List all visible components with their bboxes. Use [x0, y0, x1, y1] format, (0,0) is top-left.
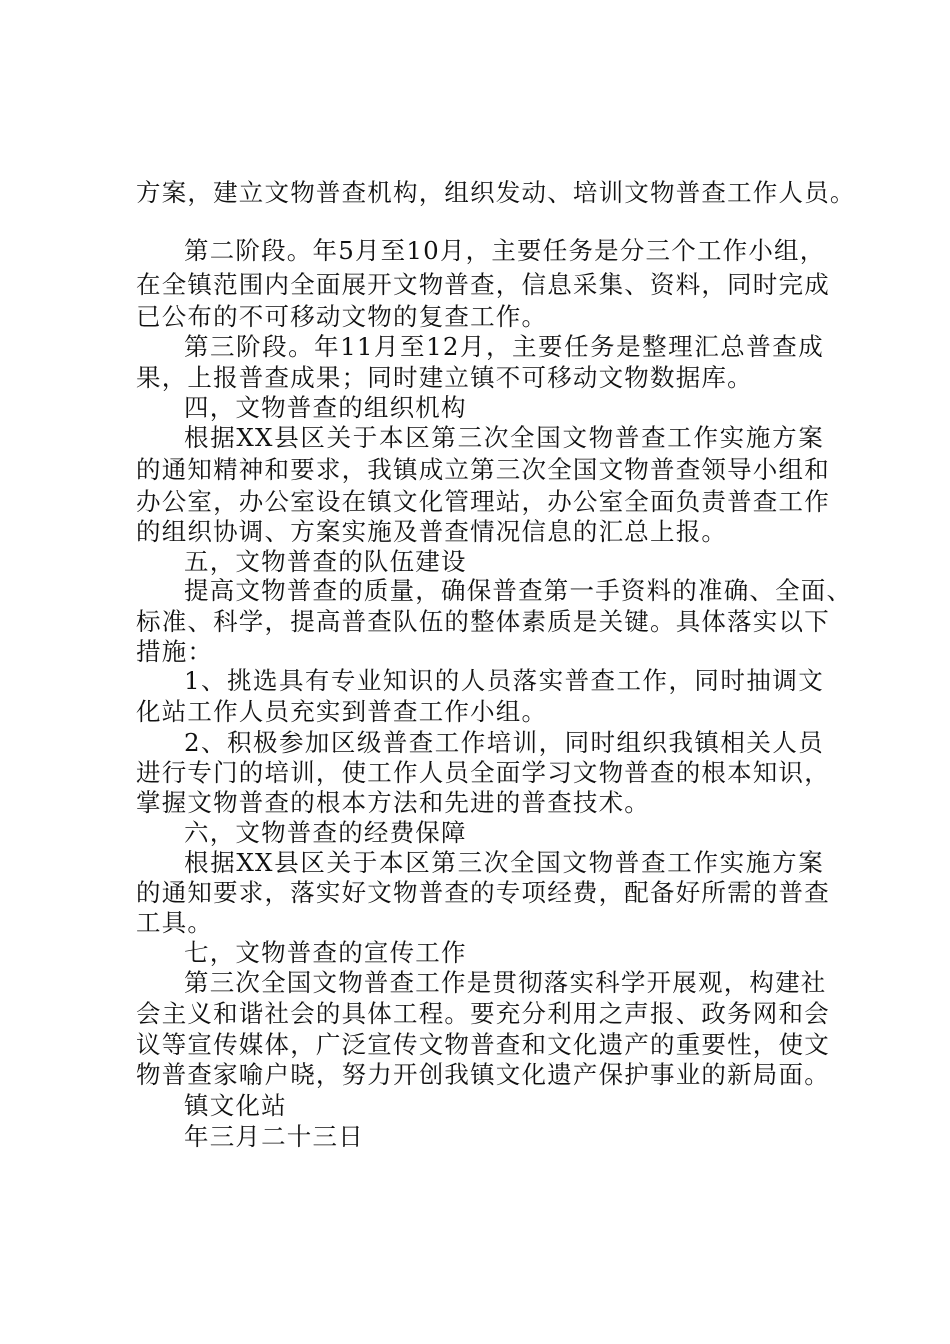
- text-line: 的组织协调、方案实施及普查情况信息的汇总上报。: [136, 517, 728, 546]
- text-line: 掌握文物普查的根本方法和先进的普查技术。: [136, 788, 650, 817]
- text-line: 化站工作人员充实到普查工作小组。: [136, 697, 548, 726]
- text-line: 会主义和谐社会的具体工程。要充分利用之声报、政务网和会: [136, 999, 830, 1028]
- text-line: 根据XX县区关于本区第三次全国文物普查工作实施方案: [184, 848, 824, 877]
- text-line: 的通知精神和要求，我镇成立第三次全国文物普查领导小组和: [136, 455, 830, 484]
- section-heading: 五，文物普查的队伍建设: [184, 547, 467, 576]
- section-heading: 四，文物普查的组织机构: [184, 393, 467, 422]
- section-heading: 七，文物普查的宣传工作: [184, 938, 467, 967]
- signature-organization: 镇文化站: [184, 1091, 287, 1120]
- text-line: 物普查家喻户晓，努力开创我镇文化遗产保护事业的新局面。: [136, 1060, 830, 1089]
- text-line: 果，上报普查成果；同时建立镇不可移动文物数据库。: [136, 363, 753, 392]
- text-line: 措施：: [136, 637, 214, 666]
- text-line: 在全镇范围内全面展开文物普查，信息采集、资料，同时完成: [136, 270, 830, 299]
- text-line: 提高文物普查的质量，确保普查第一手资料的准确、全面、: [184, 576, 853, 605]
- text-line: 进行专门的培训，使工作人员全面学习文物普查的根本知识，: [136, 758, 830, 787]
- text-line: 根据XX县区关于本区第三次全国文物普查工作实施方案: [184, 423, 824, 452]
- text-line: 已公布的不可移动文物的复查工作。: [136, 302, 548, 331]
- text-line: 议等宣传媒体，广泛宣传文物普查和文化遗产的重要性，使文: [136, 1030, 830, 1059]
- section-heading: 六，文物普查的经费保障: [184, 818, 467, 847]
- signature-date: 年三月二十三日: [184, 1122, 364, 1151]
- text-line: 第三阶段。年11月至12月，主要任务是整理汇总普查成: [184, 332, 824, 361]
- text-line: 工具。: [136, 908, 214, 937]
- text-line: 标准、科学，提高普查队伍的整体素质是关键。具体落实以下: [136, 607, 830, 636]
- text-line: 第二阶段。年5月至10月，主要任务是分三个工作小组，: [184, 236, 826, 265]
- text-line: 2、积极参加区级普查工作培训，同时组织我镇相关人员: [184, 728, 824, 757]
- text-line: 1、挑选具有专业知识的人员落实普查工作，同时抽调文: [184, 666, 824, 695]
- text-line: 办公室，办公室设在镇文化管理站，办公室全面负责普查工作: [136, 487, 830, 516]
- text-line: 第三次全国文物普查工作是贯彻落实科学开展观，构建社: [184, 968, 827, 997]
- text-line: 方案，建立文物普查机构，组织发动、培训文物普查工作人员。: [136, 178, 856, 207]
- text-line: 的通知要求，落实好文物普查的专项经费，配备好所需的普查: [136, 878, 830, 907]
